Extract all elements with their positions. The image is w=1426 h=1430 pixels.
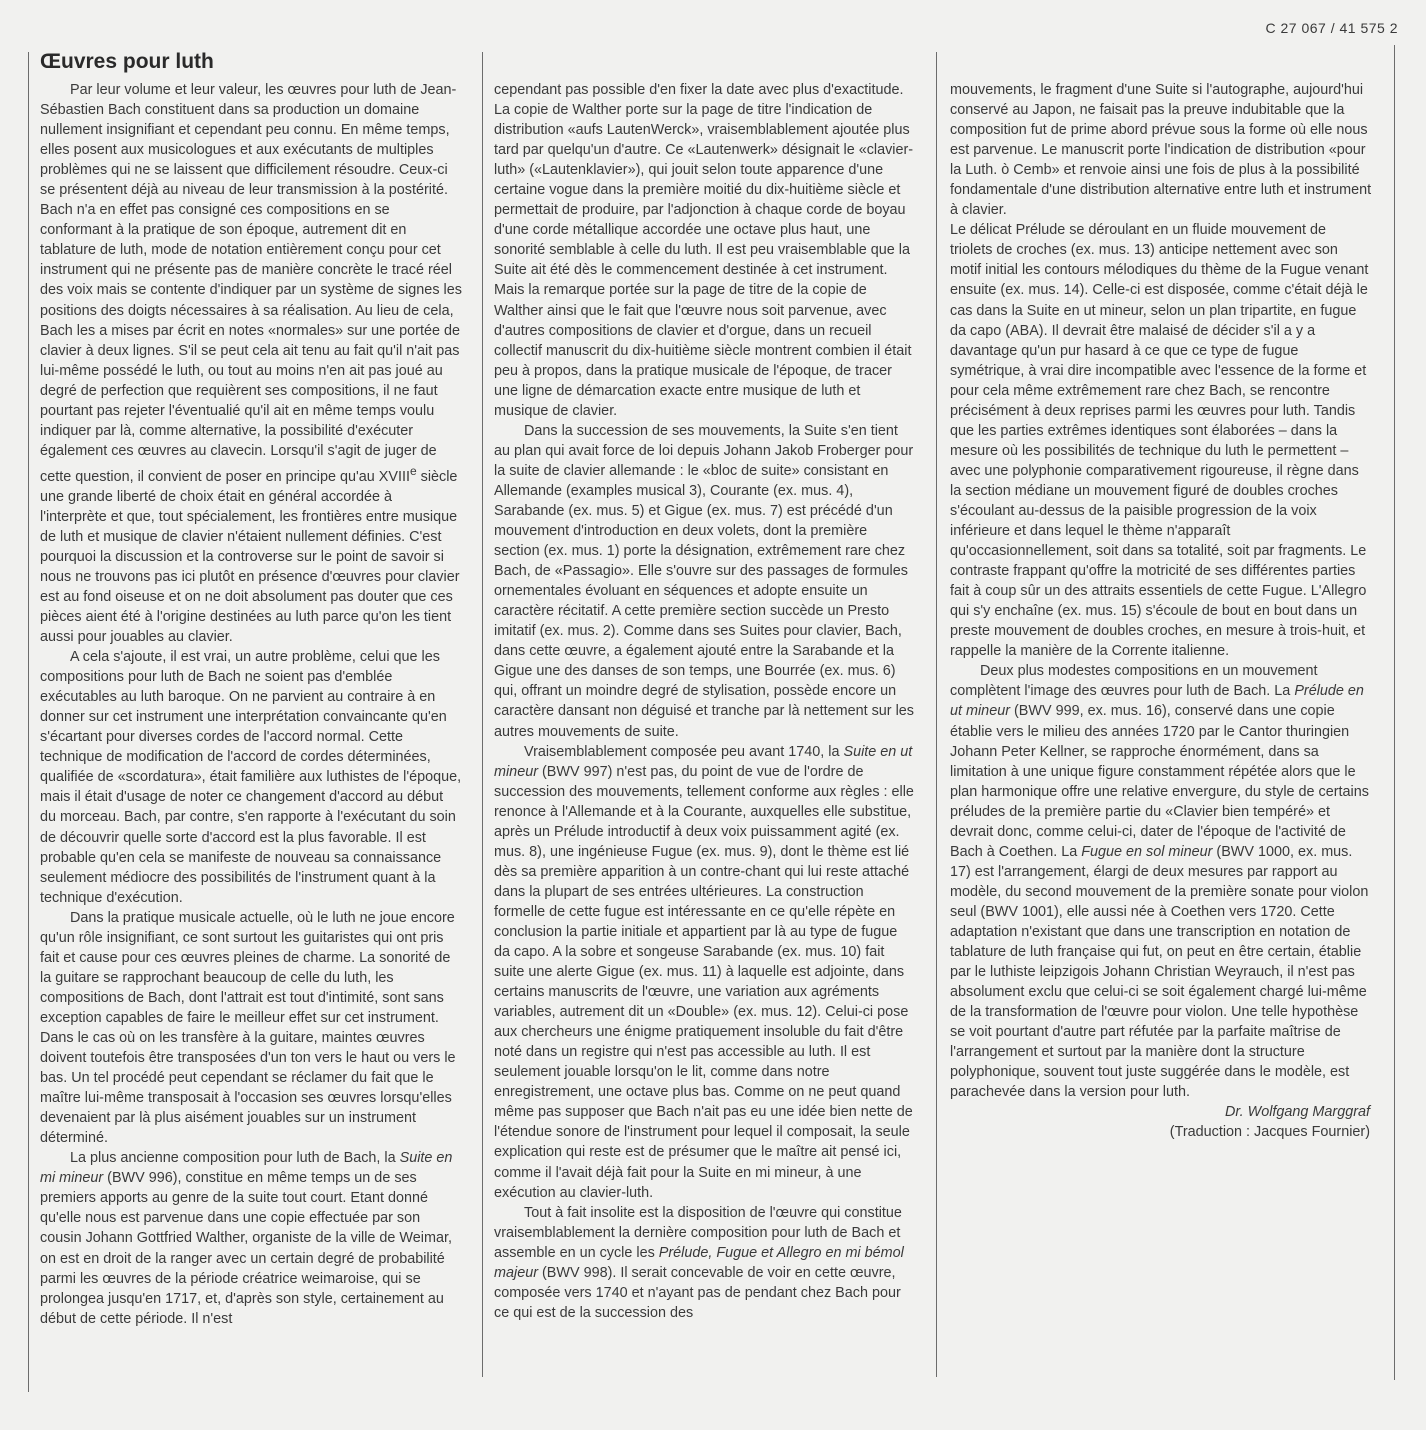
superscript: e [409,463,417,478]
column-divider [482,52,483,1377]
paragraph [950,80,1372,220]
translator-credit: (Traduction : Jacques Fournier) [1169,1124,1370,1141]
paragraph [40,80,462,647]
paragraph [40,908,462,1149]
author-name: Dr. Wolfgang Marggraf [1224,1104,1370,1121]
paragraph-text: (BWV 1000, ex. mus. 17) est l'arrangement, élargi de deux mesures par rapport au modèle, du second mouvement de la première sonate pour violon seul (BWV 1001), elle aussi née à Coethen vers 1720. Cette adaptation n'existant que dans une transcription en notation de tablature de luth française qui fut, on peut en être certain, établie par le luthiste leipzigois Johann Christian Weyrauch, il n'est pas absolument exclu que celui-ci se soit également chargé lui-même de la transformation de l'œuvre pour violon. Une telle hypothèse se voit pourtant d'autre part réfutée par la parfaite maîtrise de l'arrangement et surtout par la manière dont la structure polyphonique, souvent tout juste suggérée dans le modèle, est parachevée dans la version pour luth. [950,843,1369,1101]
paragraph-text: Deux plus modestes compositions en un mouvement complètent l'image des œuvres pour luth de Bach. La [950,663,1318,700]
work-title: Prélude en ut mineur [950,683,1364,720]
paragraph [494,80,916,421]
text-column-3 [950,80,1372,1142]
paragraph [494,1203,916,1323]
paragraph-text: A cela s'ajoute, il est vrai, un autre problème, celui que les compositions pour luth de Bach ne soient pas d'emblée exécutables au luth baroque. On ne parvient au contraire à en donner sur cet instrument une interprétation convaincante qu'en s'écartant pour diverses cordes de l'accord normal. Cette technique de modification de l'accord de cordes déterminées, qualifiée de «scordatura», était familière aux luthistes de l'époque, mais il était d'usage de noter ce changement d'accord au début du morceau. Bach, par contre, s'en rapporte à l'exécutant du soin de découvrir quelle sorte d'accord est la plus favorable. Il est probable qu'en cela se manifeste de nouveau sa connaissance seulement médiocre des possibilités de l'instrument quant à la technique d'exécution. [40,649,462,906]
column-divider [1394,45,1395,1380]
work-title: Suite en mi mineur [40,1150,453,1187]
work-title: Fugue en sol mineur [1081,843,1213,860]
column-divider [28,52,29,1392]
paragraph-text: La plus ancienne composition pour luth de Bach, la [70,1150,400,1167]
paragraph [950,661,1372,1102]
paragraph-text: (BWV 999, ex. mus. 16), conservé dans une copie établie vers le milieu des années 1720 par le Cantor thuringien Johann Peter Kellner, se rapproche énormément, dans sa limitation à une unique figure constamment répétée alors que le plan harmonique offre une relative envergure, du style de certains préludes de la première partie du «Clavier bien tempéré» et devrait donc, comme celui-ci, dater de l'époque de l'activité de Bach à Coethen. La [950,703,1369,860]
paragraph-text: siècle une grande liberté de choix était en général accordée à l'interprète et que, tout spécialement, les frontières entre musique de luth et musique de clavier n'étaient nullement définies. C'est pourquoi la discussion et la controverse sur le point de savoir si nous ne trouvons pas ici plutôt en présence d'œuvres pour clavier est au fond oiseuse et on ne doit absolument pas douter que ces pièces aient été à l'origine destinées au luth parce qu'on les tient aussi pour jouables au clavier. [40,468,460,646]
paragraph-text: (BWV 997) n'est pas, du point de vue de l'ordre de succession des mouvements, tellement conforme aux règles : elle renonce à l'Allemande et à la Courante, auxquelles elle substitue, après un Prélude introductif à deux voix puissamment agité (ex. mus. 8), une ingénieuse Fugue (ex. mus. 9), dont le thème est lié dès sa première apparition à un contre-chant qui lui reste attaché dans la plupart de ses entrées ultérieures. La construction formelle de cette fugue est intéressante en ce qu'elle répète en conclusion la partie initiale et appartient par là au type de fugue da capo. A la sobre et songeuse Sarabande (ex. mus. 10) fait suite une alerte Gigue (ex. mus. 11) à laquelle est adjointe, dans certains manuscrits de l'œuvre, une variation aux agréments variables, autrement dit un «Double» (ex. mus. 12). Celui-ci pose aux chercheurs une énigme pratiquement insoluble du fait d'être noté dans un registre qui n'est pas accessible au luth. Il est seulement jouable lorsqu'on le lit, comme dans notre enregistrement, une octave plus bas. Comme on ne peut quand même pas supposer que Bach n'ait pas eu une idée bien nette de l'étendue sonore de l'instrument pour lequel il composait, la seule explication qui reste est de présumer que le maître ait pensé ici, comme il l'avait déjà fait pour la Suite en mi mineur, à une exécution au clavier-luth. [494,763,914,1201]
text-column-2 [494,80,916,1323]
paragraph [950,220,1372,661]
paragraph-text: (BWV 998). Il serait concevable de voir en cette œuvre, composée vers 1740 et n'ayant pas de pendant chez Bach pour ce qui est de la succession des [494,1264,901,1321]
paragraph [494,742,916,1203]
paragraph-text: Par leur volume et leur valeur, les œuvres pour luth de Jean-Sébastien Bach constituent dans sa production un domaine nullement insignifiant et cependant peu connu. En même temps, elles posent aux musicologues et aux exécutants de multiples problèmes qui ne se laissent que difficilement résoudre. Ceux-ci se présentent déjà au niveau de leur transmission à la postérité. Bach n'a en effet pas consigné ces compositions en se conformant à la pratique de son époque, autrement dit en tablature de luth, mode de notation entièrement conçu pour cet instrument qui ne présente pas de manière concrète le tracé réel des voix mais se contente d'indiquer par un système de signes les positions des doigts nécessaires à sa réalisation. Au lieu de cela, Bach les a mises par écrit en notes «normales» sur une portée de clavier à deux lignes. S'il se peut cela ait tenu au fait qu'il n'ait pas lui-même possédé le luth, ou tout au moins n'en ait pas joué au degré de perfection que requièrent ses compositions, il ne faut pourtant pas rejeter l'éventualié qu'il ait en même temps voulu indiquer par là, comme alternative, la possibilité d'exécuter également ces œuvres au clavecin. Lorsqu'il s'agit de juger de cette question, il convient de poser en principe qu'au XVIII [40,82,462,485]
paragraph-text: Vraisemblablement composée peu avant 1740, la [524,743,844,760]
paragraph-text: Dans la pratique musicale actuelle, où le luth ne joue encore qu'un rôle insignifiant, ce sont surtout les guitaristes qui ont pris fait et cause pour ces œuvres pleines de charme. La sonorité de la guitare se rapprochant beaucoup de celle du luth, les compositions de Bach, dont l'attrait est tout d'intimité, sont sans exception capables de faire le meilleur effet sur cet instrument. Dans le cas où on les transfère à la guitare, maintes œuvres doivent toutefois être transposées d'un ton vers le haut ou vers le bas. Un tel procédé peut cependant se réclamer du fait que le maître lui-même transposait à l'occasion ses œuvres lorsqu'elles devenaient par là plus aisément jouables sur un instrument déterminé. [40,909,456,1147]
paragraph [40,647,462,908]
paragraph [40,1148,462,1328]
work-title: Prélude, Fugue et Allegro en mi bémol majeur [494,1244,904,1281]
text-column-1 [40,80,462,1329]
paragraph-text: Dans la succession de ses mouvements, la Suite s'en tient au plan qui avait force de loi depuis Johann Jakob Froberger pour la suite de clavier allemande : le «bloc de suite» consistant en Allemande (examples musical 3), Courante (ex. mus. 4), Sarabande (ex. mus. 5) et Gigue (ex. mus. 7) est précédé d'un mouvement d'introduction en deux volets, dont la première section (ex. mus. 1) porte la désignation, extrêmement rare chez Bach, de «Passagio». Elle s'ouvre sur des passages de formules ornementales évoluant en séquences et adopte ensuite un caractère récitatif. A cette première section succède un Presto imitatif (ex. mus. 2). Comme dans ses Suites pour clavier, Bach, dans cette œuvre, a également ajouté entre la Sarabande et la Gigue une des danses de son temps, une Bourrée (ex. mus. 6) qui, offrant un moindre degré de stylisation, possède encore un caractère dansant non déguisé et tranche par là nettement sur les autres mouvements de suite. [494,422,914,740]
column-divider [936,52,937,1377]
paragraph-text: Tout à fait insolite est la disposition de l'œuvre qui constitue vraisemblablement la dernière composition pour luth de Bach et assemble en un cycle les [494,1204,902,1261]
signature [950,1102,1372,1142]
catalog-number: C 27 067 / 41 575 2 [1265,20,1398,36]
paragraph-text: (BWV 996), constitue en même temps un de ses premiers apports au genre de la suite tout court. Etant donné qu'elle nous est parvenue dans une copie effectuée par son cousin Johann Gottfried Walther, organiste de la ville de Weimar, on est en droit de la ranger avec un certain degré de probabilité parmi les œuvres de la période créatrice weimaroise, qui se prolongea jusqu'en 1717, et, d'après son style, certainement au début de cette période. Il n'est [40,1170,452,1327]
paragraph-text: Le délicat Prélude se déroulant en un fluide mouvement de triolets de croches (ex. mus. 13) anticipe nettement avec son motif initial les contours mélodiques du thème de la Fugue venant ensuite (ex. mus. 14). Celle-ci est disposée, comme c'était déjà le cas dans la Suite en ut mineur, selon un plan tripartite, en fugue da capo (ABA). Il devrait être malaisé de décider s'il a y a davantage qu'un pur hasard à ce que ce type de fugue symétrique, à vrai dire incompatible avec l'essence de la forme et pour cela même extrêmement rare chez Bach, se rencontre précisément à deux reprises parmi les œuvres pour luth. Tandis que les parties extrêmes identiques sont élaborées – dans la mesure où les possibilités de technique du luth le permettent – avec une polyphonie comparativement rigoureuse, il règne dans la section médiane un mouvement figuré de doubles croches s'écoulant au-dessus de la paisible progression de la voix inférieure et dans lequel le thème n'apparaît qu'occasionnellement, soit dans sa totalité, soit par fragments. Le contraste frappant qu'offre la motricité de ses différentes parties fait à coup sûr un des attraits essentiels de cette Fugue. L'Allegro qui s'y enchaîne (ex. mus. 15) s'écoule de bout en bout dans un preste mouvement de doubles croches, en mesure à trois-huit, et rappelle la manière de la Corrente italienne. [950,222,1369,660]
paragraph-text: mouvements, le fragment d'une Suite si l'autographe, aujourd'hui conservé au Japon, ne faisait pas la preuve indubitable que la composition fut de prime abord prévue sous la forme où elle nous est parvenue. Le manuscrit porte l'indication de distribution «pour la Luth. ò Cemb» et renvoie ainsi une fois de plus à la possibilité fondamentale d'une distribution alternative entre luth et instrument à clavier. [950,82,1372,219]
work-title: Suite en ut mineur [494,743,913,780]
paragraph-text: cependant pas possible d'en fixer la date avec plus d'exactitude. La copie de Walther porte sur la page de titre l'indication de distribution «aufs LautenWerck», vraisemblablement ajoutée plus tard par quelqu'un d'autre. Ce «Lautenwerk» désignait le «clavier-luth» («Lautenklavier»), qui jouit selon toute apparence d'une certaine vogue dans la première moitié du dix-huitième siècle et permettait de produire, par l'adjonction à chaque corde de boyau d'une corde métallique accordée une octave plus haut, une sonorité semblable à celle du luth. Il est peu vraisemblable que la Suite ait été dès le commencement destinée à cet instrument. Mais la remarque portée sur la page de titre de la copie de Walther ainsi que le fait que l'œuvre nous soit parvenue, avec d'autres compositions de clavier et d'orgue, dans un recueil collectif manuscrit du dix-huitième siècle montrent combien il était peu à propos, dans la pratique musicale de l'époque, de tracer une ligne de démarcation exacte entre musique de luth et musique de clavier. [494,82,914,419]
page-title: Œuvres pour luth [40,50,214,73]
paragraph [494,421,916,742]
